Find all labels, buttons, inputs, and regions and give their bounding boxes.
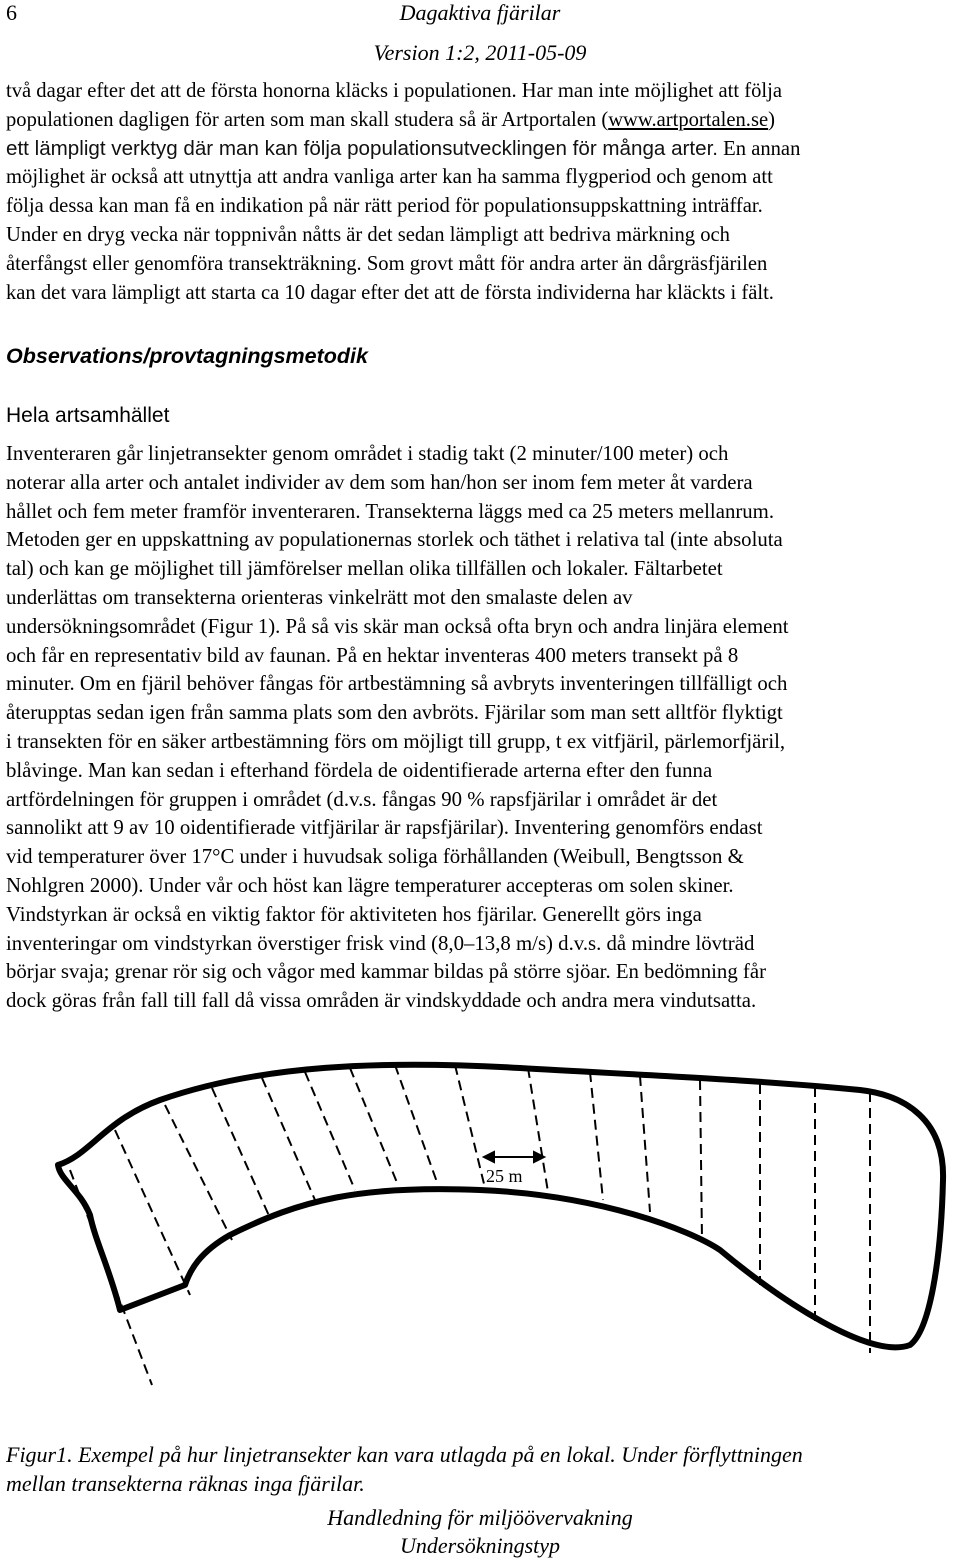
text-fragment: ett lämpligt verktyg där man kan följa populationsutvecklingen för många arter. xyxy=(6,136,719,160)
text-line: börjar svaja; grenar rör sig och vågor med kammar bildas på större sjöar. En bedömning får xyxy=(6,960,766,984)
text-line: Nohlgren 2000). Under vår och höst kan lägre temperaturer accepteras om solen skiner. xyxy=(6,873,734,897)
transect-line xyxy=(115,1130,190,1295)
transect-line xyxy=(350,1068,398,1185)
transect-line xyxy=(640,1076,650,1212)
text-line: Under en dryg vecka när toppnivån nåtts är det sedan lämpligt att bedriva märkning och xyxy=(6,223,730,246)
intro-paragraph xyxy=(6,77,956,307)
caption-line: mellan transekterna räknas inga fjärilar. xyxy=(6,1471,365,1496)
text-line: följa dessa kan man få en indikation på när rätt period för populationsuppskattning inträffar. xyxy=(6,195,763,218)
text-fragment: En annan xyxy=(718,137,801,160)
transect-lines xyxy=(70,1065,870,1385)
header-version: Version 1:2, 2011-05-09 xyxy=(373,40,587,65)
transect-line xyxy=(590,1072,603,1200)
transect-line xyxy=(212,1088,270,1218)
transect-line xyxy=(70,1170,152,1385)
text-line: i transekten för en säker artbestämning förs om möjligt till grupp, t ex vitfjäril, pärlemorfjäril, xyxy=(6,729,786,753)
transect-line xyxy=(395,1065,438,1185)
transect-line xyxy=(165,1105,232,1240)
arrow-left-icon xyxy=(484,1152,494,1162)
footer-title: Handledning för miljöövervakning xyxy=(327,1505,633,1530)
text-line xyxy=(6,250,956,279)
text-line: kan det vara lämpligt att starta ca 10 dagar efter det att de första individerna har kläckts i fält. xyxy=(6,281,774,304)
text-line: inventeringar om vindstyrkan överstiger frisk vind (8,0–13,8 m/s) d.v.s. då mindre lövträd xyxy=(6,931,755,955)
text-line: hållet och fem meter framför inventeraren. Transekterna läggs med ca 25 meters mellanrum. xyxy=(6,499,775,523)
text-line: underlättas om transekterna orienteras vinkelrätt mot den smalaste delen av xyxy=(6,585,633,609)
text-line: vid temperaturer över 17°C under i huvudsak soliga förhållanden (Weibull, Bengtsson & xyxy=(6,845,744,869)
text-fragment: populationen dagligen för arten som man skall studera så är Artportalen ( xyxy=(6,108,609,131)
section-heading: Observations/provtagningsmetodik xyxy=(6,344,368,368)
transect-line xyxy=(262,1078,315,1200)
body-paragraph xyxy=(6,440,956,1016)
text-line: återupptas sedan igen från samma plats som den avbröts. Fjärilar som man sett alltför flyktigt xyxy=(6,701,783,725)
text-line: artfördelningen för gruppen i området (d.v.s. fångas 90 % rapsfjärilar i området är det xyxy=(6,787,718,811)
caption-line: Figur1. Exempel på hur linjetransekter kan vara utlagda på en lokal. Under förflyttningen xyxy=(6,1442,803,1467)
text-line: minuter. Om en fjäril behöver fångas för artbestämning så avbryts inventeringen tillfälligt och xyxy=(6,672,788,696)
text-fragment: återfångst eller genomföra transekträkning. xyxy=(6,252,362,275)
text-fragment: ) xyxy=(768,108,775,131)
header-title: Dagaktiva fjärilar xyxy=(399,0,561,25)
text-line: två dagar efter det att de första honorna kläcks i populationen. Har man inte möjlighet att följa xyxy=(6,80,783,102)
text-line: och får en representativ bild av faunan. På en hektar inventeras 400 meters transekt på 8 xyxy=(6,643,739,667)
transect-line xyxy=(528,1068,548,1192)
text-line: möjlighet är också att utnyttja att andra vanliga arter kan ha samma flygperiod och genom att xyxy=(6,166,773,189)
text-line: sannolikt att 9 av 10 oidentifierade vitfjärilar är rapsfjärilar). Inventering genomförs endast xyxy=(6,816,763,840)
transect-line xyxy=(700,1080,702,1240)
text-fragment: Som grovt mått för andra arter än dårgräsfjärilen xyxy=(361,252,768,275)
text-line: Vindstyrkan är också en viktig faktor för aktiviteten hos fjärilar. Generellt görs inga xyxy=(6,902,702,926)
transect-figure xyxy=(0,1040,960,1400)
section-subheading: Hela artsamhället xyxy=(6,404,170,427)
artportalen-link[interactable]: www.artportalen.se xyxy=(608,108,769,131)
area-outline xyxy=(58,1065,943,1348)
text-line: undersökningsområdet (Figur 1). På så vis skär man också ofta bryn och andra linjära element xyxy=(6,614,789,638)
text-line xyxy=(6,106,956,135)
text-line: noterar alla arter och antalet individer av dem som han/hon ser inom fem meter åt vardera xyxy=(6,470,753,494)
figure-caption xyxy=(6,1440,956,1498)
text-line: Metoden ger en uppskattning av populationernas storlek och täthet i relativa tal (inte absoluta xyxy=(6,528,783,552)
text-line: dock göras från fall till fall då vissa områden är vindskyddade och andra mera vindutsatta. xyxy=(6,989,757,1013)
transect-line xyxy=(455,1065,485,1188)
text-line xyxy=(6,135,956,164)
transect-line xyxy=(305,1072,355,1190)
footer-subtitle: Undersökningstyp xyxy=(399,1533,561,1558)
text-line: blåvinge. Man kan sedan i efterhand fördela de oidentifierade arterna efter den funna xyxy=(6,758,713,782)
distance-marker xyxy=(484,1152,544,1162)
text-line: Inventeraren går linjetransekter genom området i stadig takt (2 minuter/100 meter) och xyxy=(6,442,729,465)
page-number: 6 xyxy=(6,0,17,25)
distance-label: 25 m xyxy=(486,1166,523,1186)
text-line: tal) och kan ge möjlighet till jämförelser mellan olika tillfällen och lokaler. Fältarbetet xyxy=(6,557,723,581)
